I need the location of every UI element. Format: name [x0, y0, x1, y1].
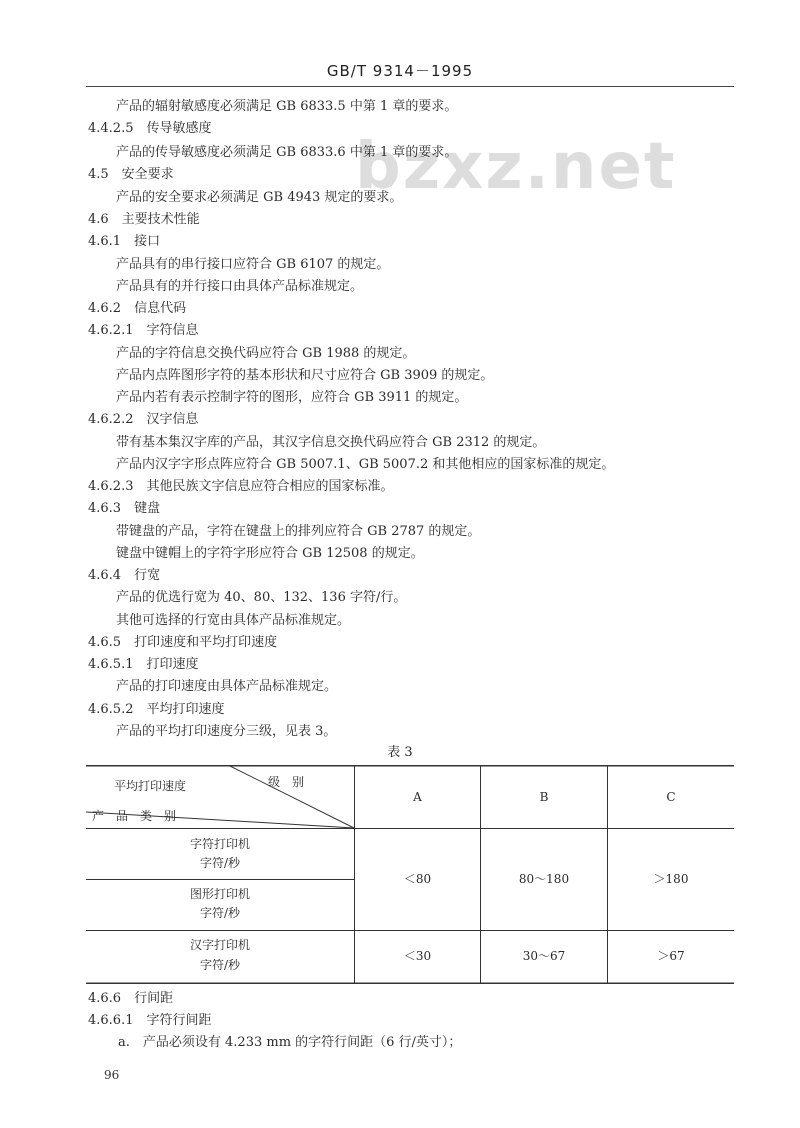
body-line: 产品的辐射敏感度必须满足 GB 6833.5 中第 1 章的要求。 — [116, 99, 458, 114]
body-line: 产品内汉字字形点阵应符合 GB 5007.1、GB 5007.2 和其他相应的国家标准的规定。 — [116, 457, 615, 472]
section-heading: 4.6.5.2 平均打印速度 — [88, 702, 225, 717]
section-heading: 4.4.2.5 传导敏感度 — [88, 121, 212, 136]
corner-product-label: 产 品 类 别 — [92, 809, 177, 823]
body-line: 产品的平均打印速度分三级，见表 3。 — [116, 724, 337, 739]
section-heading: 4.6.3 键盘 — [88, 501, 161, 516]
standard-number-header: GB/T 9314－1995 — [326, 62, 474, 80]
row-product-name: 字符打印机 — [189, 837, 250, 851]
grade-header-b: B — [539, 790, 549, 804]
body-line: 带键盘的产品，字符在键盘上的排列应符合 GB 2787 的规定。 — [116, 524, 481, 539]
section-heading: 4.6.4 行宽 — [88, 568, 161, 583]
value-cell: 80～180 — [518, 872, 570, 886]
value-cell: ＜30 — [403, 949, 432, 963]
section-heading: 4.6.6.1 字符行间距 — [88, 1013, 212, 1028]
body-line: 其他可选择的行宽由具体产品标准规定。 — [116, 613, 351, 628]
section-heading: 4.6.2 信息代码 — [88, 301, 187, 316]
section-heading: 4.6 主要技术性能 — [88, 212, 200, 227]
section-heading: 4.6.2.2 汉字信息 — [88, 412, 199, 427]
speed-grade-table — [86, 765, 734, 984]
row-product-unit: 字符/秒 — [199, 856, 241, 870]
corner-speed-label: 平均打印速度 — [114, 779, 187, 793]
table-caption: 表 3 — [387, 745, 413, 760]
body-line: 产品的优选行宽为 40、80、132、136 字符/行。 — [116, 590, 407, 605]
row-product-name: 图形打印机 — [189, 887, 250, 901]
section-heading: 4.6.2.3 其他民族文字信息应符合相应的国家标准。 — [88, 479, 394, 494]
section-heading: 4.6.5.1 打印速度 — [88, 657, 199, 672]
section-heading: 4.6.2.1 字符信息 — [88, 323, 199, 338]
body-line: 产品具有的串行接口应符合 GB 6107 的规定。 — [116, 257, 390, 272]
body-line: 带有基本集汉字库的产品，其汉字信息交换代码应符合 GB 2312 的规定。 — [116, 435, 546, 450]
section-heading: 4.6.6 行间距 — [88, 991, 174, 1006]
header-rule — [86, 86, 734, 87]
section-heading: 4.5 安全要求 — [88, 167, 174, 182]
value-cell: 30～67 — [522, 949, 566, 963]
section-heading: 4.6.5 打印速度和平均打印速度 — [88, 635, 278, 650]
value-cell: ＞67 — [657, 949, 685, 963]
list-item: a. 产品必须设有 4.233 mm 的字符行间距（6 行/英寸）； — [118, 1035, 462, 1050]
body-line: 产品的传导敏感度必须满足 GB 6833.6 中第 1 章的要求。 — [116, 145, 458, 160]
grade-header-c: C — [666, 790, 676, 804]
section-heading: 4.6.1 接口 — [88, 234, 161, 249]
page-number: 96 — [104, 1068, 120, 1082]
row-product-unit: 字符/秒 — [199, 906, 241, 920]
body-line: 产品内若有表示控制字符的图形，应符合 GB 3911 的规定。 — [116, 390, 468, 405]
body-line: 产品的字符信息交换代码应符合 GB 1988 的规定。 — [116, 346, 416, 361]
value-cell: ＜80 — [403, 872, 432, 886]
body-line: 产品内点阵图形字符的基本形状和尺寸应符合 GB 3909 的规定。 — [116, 368, 494, 383]
watermark: bzxz.net — [355, 130, 677, 204]
corner-grade-label: 级 别 — [268, 775, 305, 789]
body-line: 产品的打印速度由具体产品标准规定。 — [116, 679, 338, 694]
value-cell: ＞180 — [653, 872, 689, 886]
grade-header-a: A — [413, 790, 422, 804]
row-product-unit: 字符/秒 — [199, 958, 241, 972]
row-product-name: 汉字打印机 — [189, 938, 250, 952]
body-line: 产品的安全要求必须满足 GB 4943 规定的要求。 — [116, 190, 403, 205]
body-line: 键盘中键帽上的字符字形应符合 GB 12508 的规定。 — [116, 546, 424, 561]
body-line: 产品具有的并行接口由具体产品标准规定。 — [116, 279, 364, 294]
